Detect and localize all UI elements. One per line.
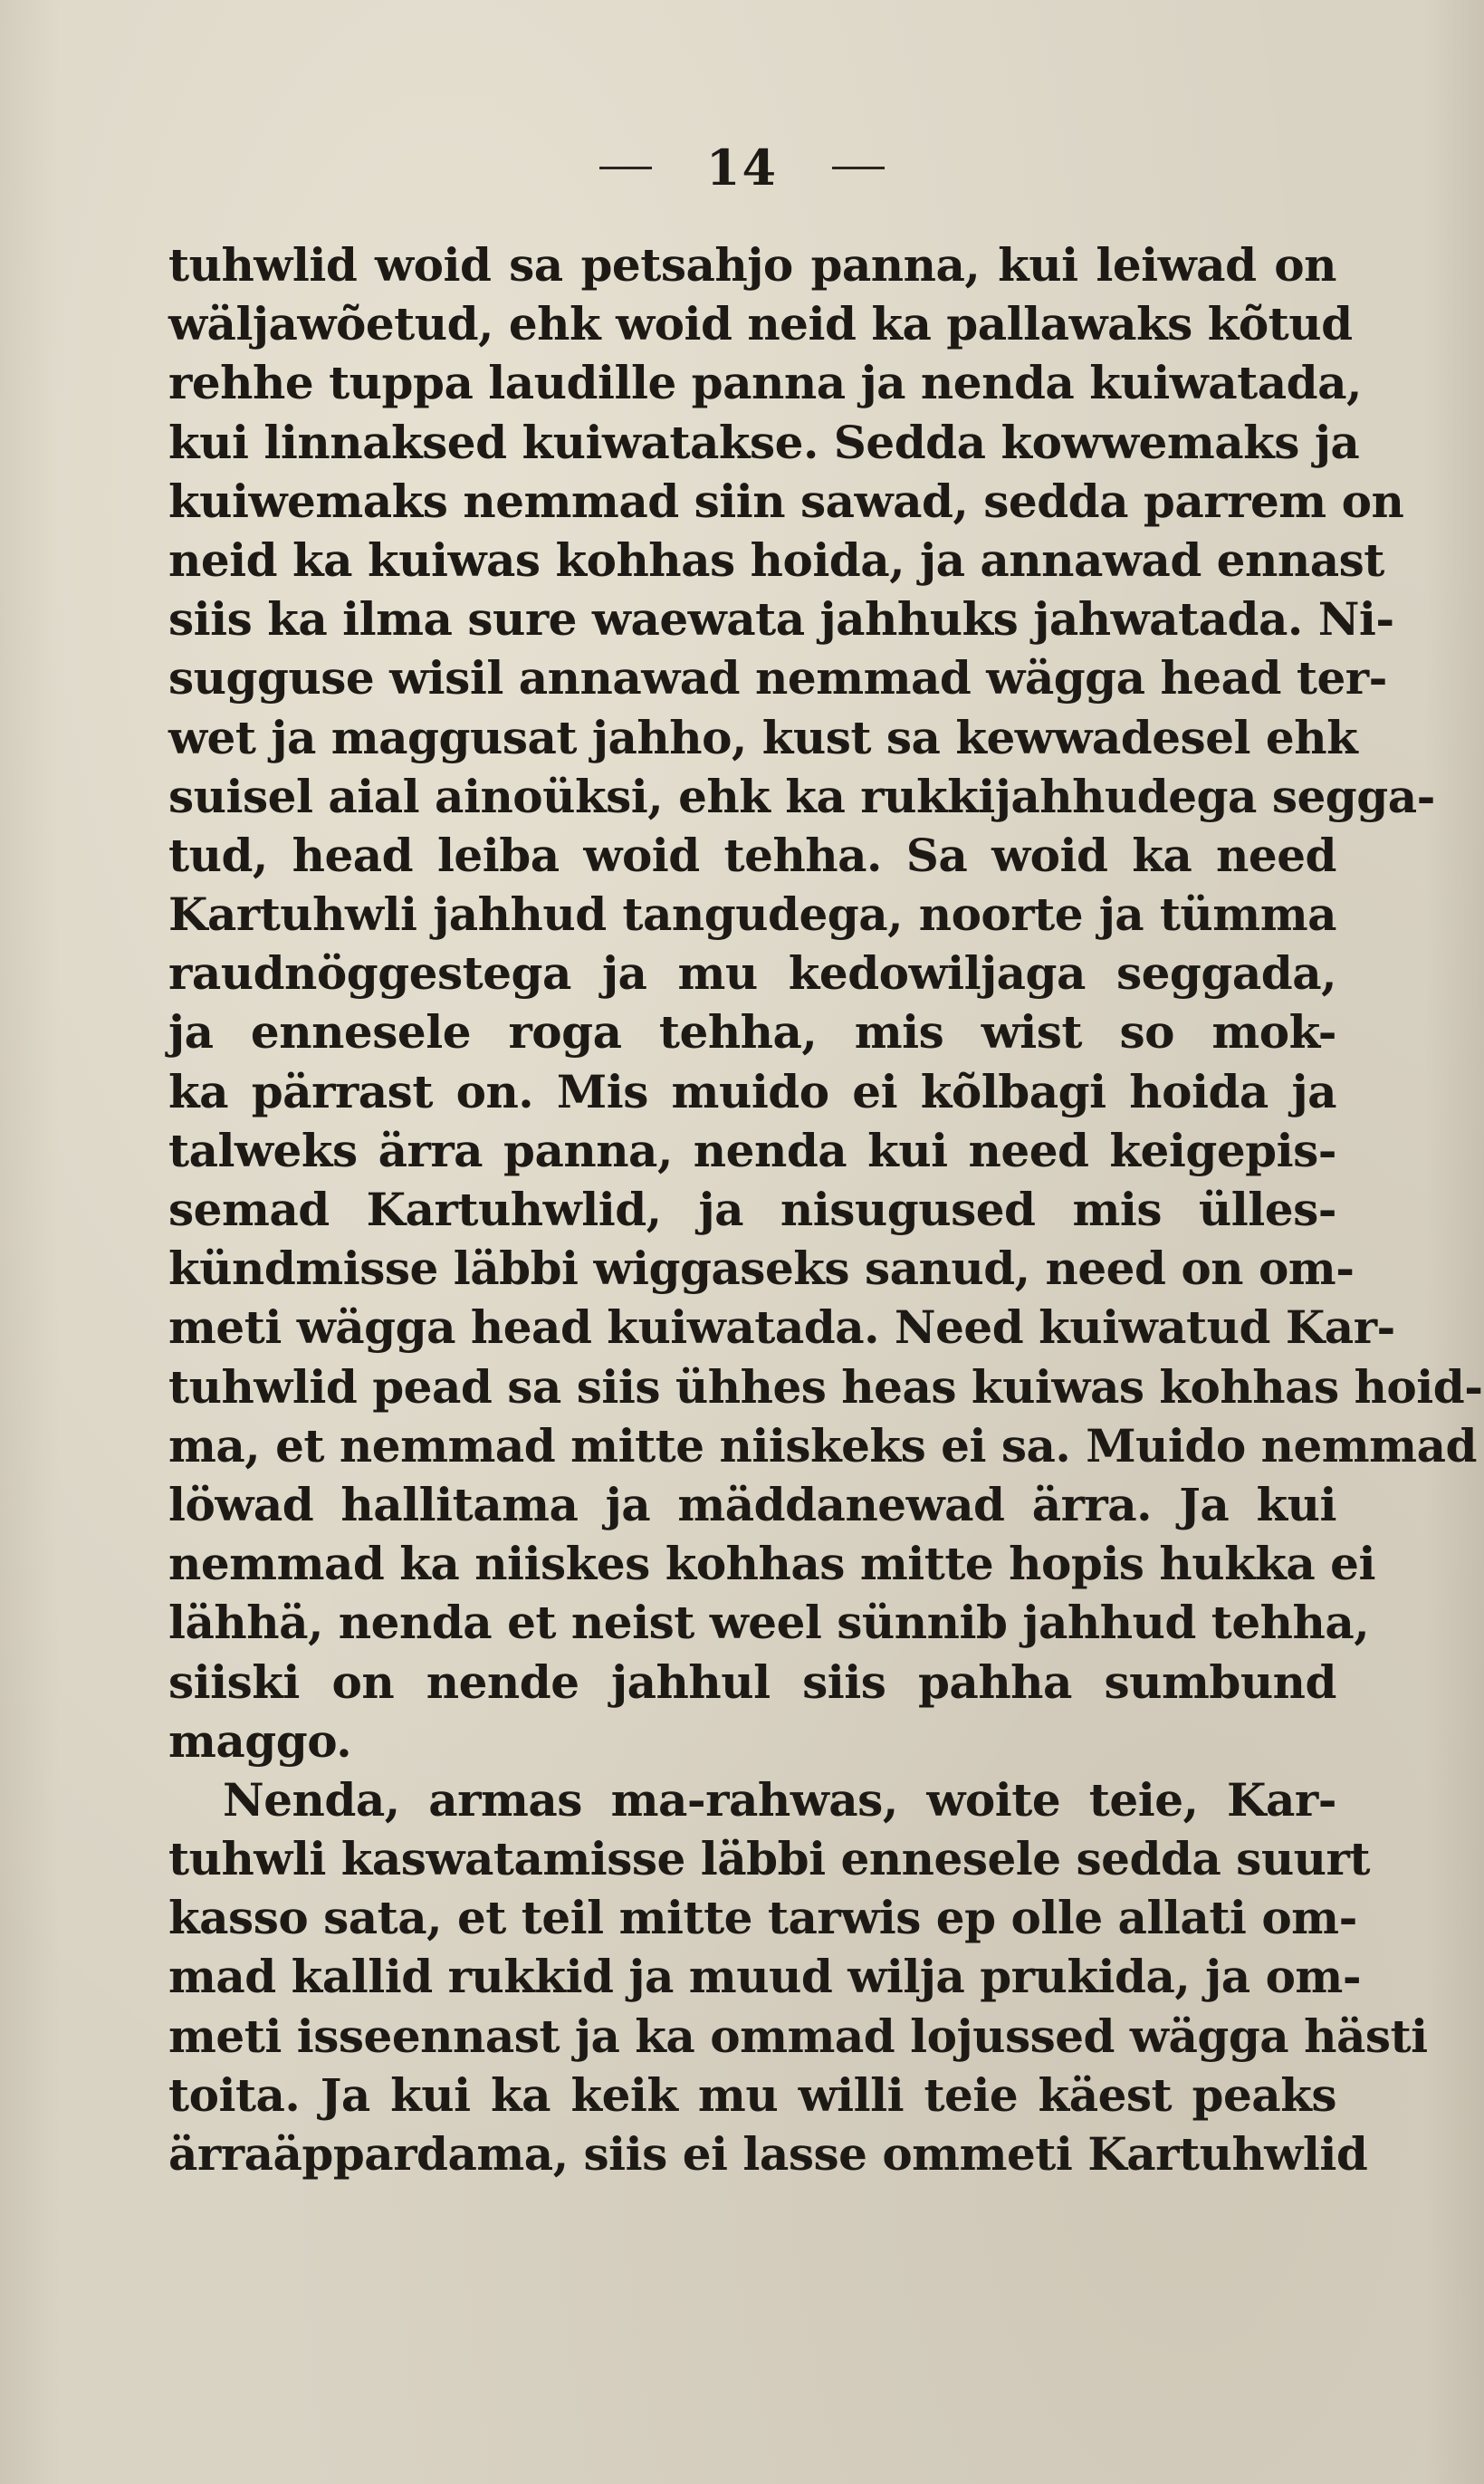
text-line: siis ka ilma sure waewata jahhuks jahwatada. Ni- [168,592,1394,647]
text-line: semad Kartuhwlid, ja nisugused mis ülles- [168,1183,1336,1236]
text-line: kuiwemaks nemmad siin sawad, sedda parrem on [168,474,1404,528]
text-line: kündmisse läbbi wiggaseks sanud, need on om- [168,1242,1355,1296]
text-line: rehhe tuppa laudille panna ja nenda kuiwatada, [168,356,1362,410]
text-line: tuhwli kaswatamisse läbbi ennesele sedda suurt [168,1832,1370,1886]
text-line: neid ka kuiwas kohhas hoida, ja annawad ennast [168,532,1384,587]
text-line: sugguse wisil annawad nemmad wägga head ter- [168,651,1387,705]
text-line: tuhwlid woid sa petsahjo panna, kui leiwad on [168,238,1336,292]
text-line: wäljawõetud, ehk woid neid ka pallawaks kõtud [168,297,1353,351]
text-line: meti wägga head kuiwatada. Need kuiwatud Kar- [168,1300,1395,1355]
text-line: tuhwlid pead sa siis ühhes heas kuiwas kohhas hoid- [168,1359,1483,1414]
header-rule-left [599,167,652,169]
text-line: ka pärrast on. Mis muido ei kõlbagi hoida ja [168,1064,1336,1118]
body-text [168,235,1483,2183]
text-line: Kartuhwli jahhud tangudega, noorte ja tümma [168,887,1336,942]
text-line: ärraäppardama, siis ei lasse ommeti Kartuhwlid [168,2127,1368,2181]
text-line: meti isseennast ja ka ommad lojussed wägga hästi [168,2009,1428,2063]
text-line: Nenda, armas ma-rahwas, woite teie, Kar- [223,1772,1336,1827]
page-header [0,136,1484,199]
text-line: siiski on nende jahhul siis pahha sumbund [168,1654,1336,1709]
header-rule-right [832,167,885,169]
text-line: ma, et nemmad mitte niiskeks ei sa. Muido nemmad [168,1418,1477,1472]
text-line: maggo. [168,1713,352,1768]
text-line: wet ja maggusat jahho, kust sa kewwadesel ehk [168,710,1358,764]
text-line: talweks ärra panna, nenda kui need keigepis- [168,1123,1336,1177]
text-line: löwad hallitama ja mäddanewad ärra. Ja kui [168,1477,1336,1531]
text-line: kui linnaksed kuiwatakse. Sedda kowwemaks ja [168,415,1360,469]
text-line: suisel aial ainoüksi, ehk ka rukkijahhudega segga- [168,769,1435,823]
text-line: toita. Ja kui ka keik mu willi teie käest peaks [168,2067,1336,2122]
text-line: nemmad ka niiskes kohhas mitte hopis hukka ei [168,1537,1375,1591]
text-line: ja ennesele roga tehha, mis wist so mok- [168,1005,1336,1060]
text-line: tud, head leiba woid tehha. Sa woid ka need [168,828,1336,882]
text-line: kasso sata, et teil mitte tarwis ep olle allati om- [168,1891,1357,1945]
text-line: lähhä, nenda et neist weel sünnib jahhud tehha, [168,1596,1370,1650]
page-number: 14 [705,139,779,197]
text-line: mad kallid rukkid ja muud wilja prukida, ja om- [168,1950,1362,2004]
text-line: raudnöggestega ja mu kedowiljaga seggada, [168,946,1336,1001]
